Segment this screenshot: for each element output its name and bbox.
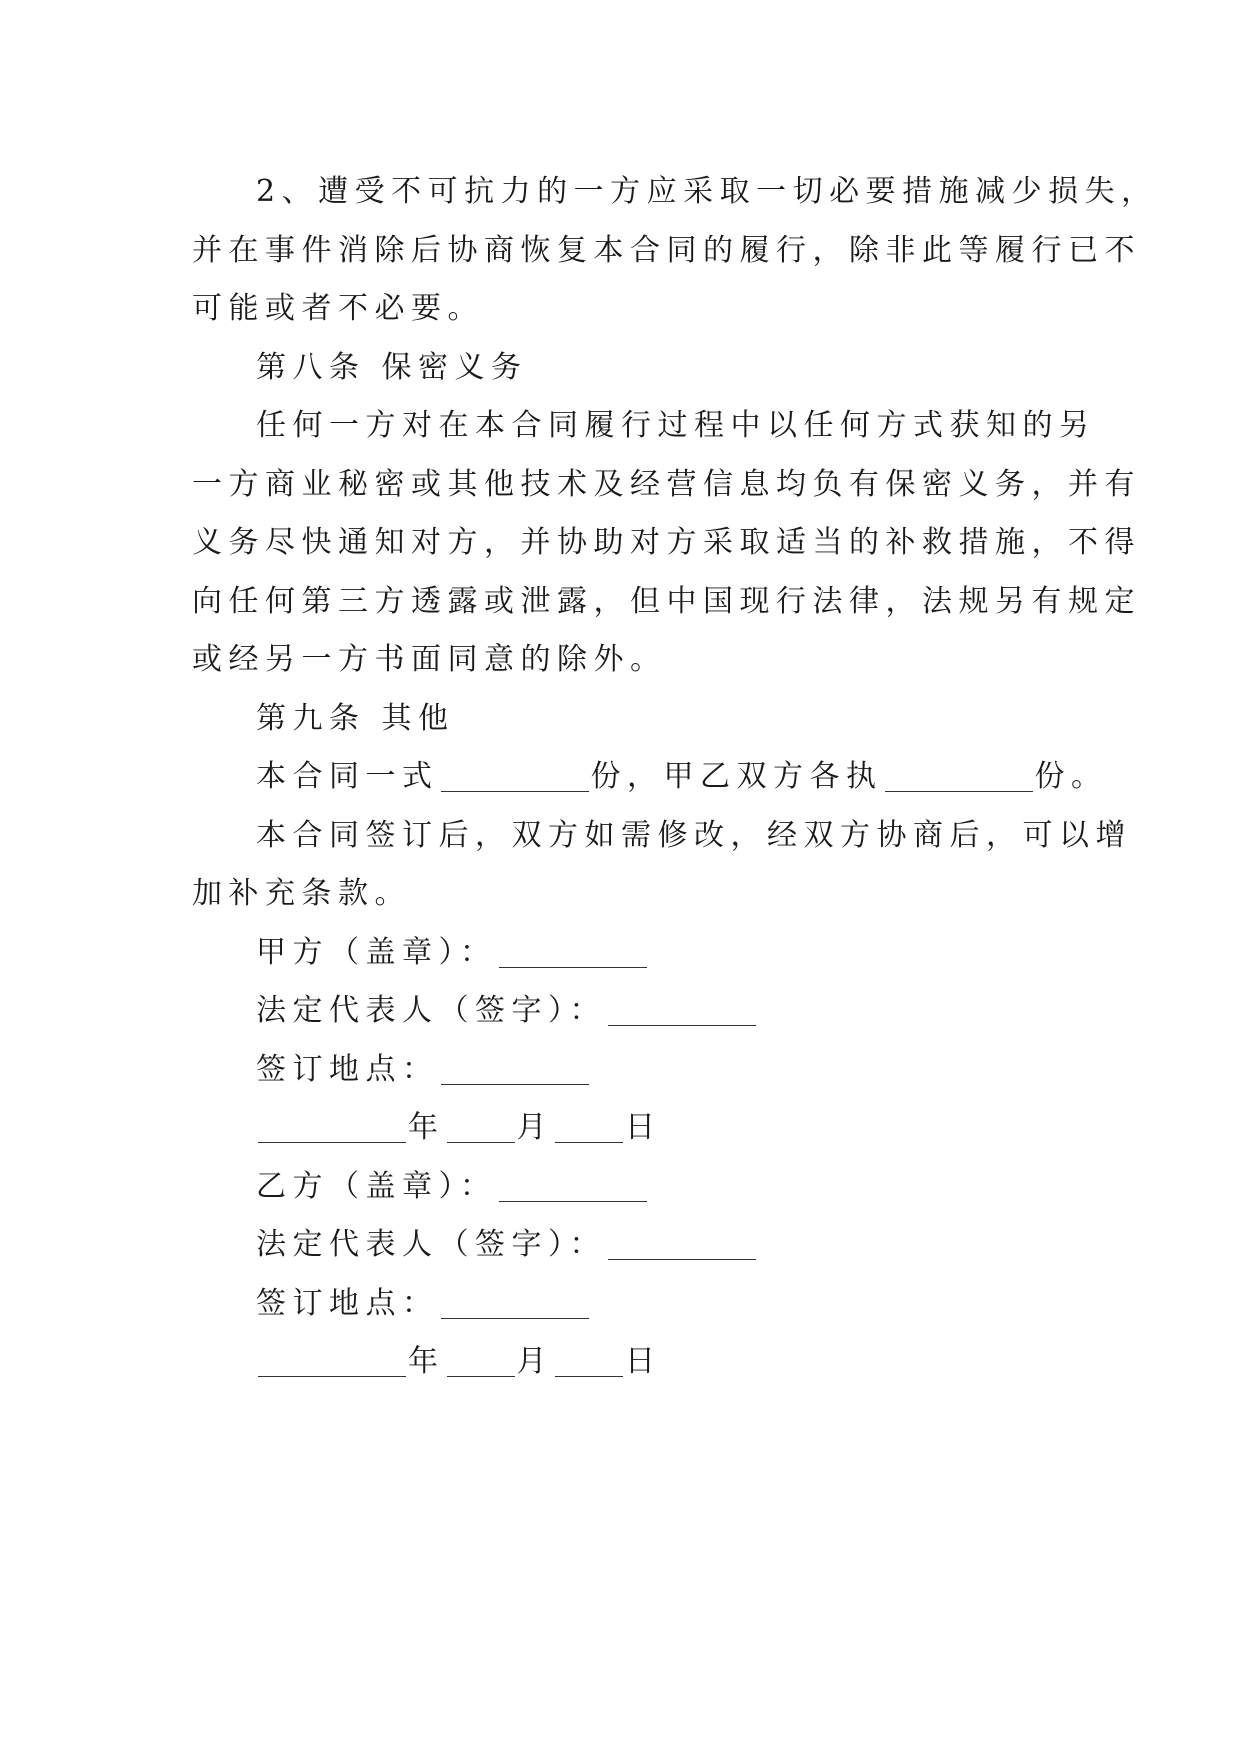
party-a-rep-row [192, 982, 1072, 1041]
party-a-place-row [192, 1041, 1072, 1100]
paragraph-line: 或经另一方书面同意的除外。 [192, 642, 667, 677]
party-a-place-blank[interactable] [441, 1054, 589, 1085]
party-b-seal-blank[interactable] [499, 1171, 647, 1202]
paragraph-line: 可能或者不必要。 [192, 291, 484, 326]
party-b-month-blank[interactable] [447, 1346, 515, 1377]
party-b-place-blank[interactable] [441, 1288, 589, 1319]
party-a-date-row [192, 1099, 1072, 1158]
paragraph-line: 向任何第三方透露或泄露，但中国现行法律，法规另有规定 [192, 583, 1141, 619]
party-a-month-blank[interactable] [447, 1112, 515, 1143]
copies-text-2: 份，甲乙双方各执 [590, 759, 883, 794]
party-a-rep-blank[interactable] [608, 995, 756, 1026]
party-b-rep-blank[interactable] [608, 1229, 756, 1260]
paragraph-line: 并在事件消除后协商恢复本合同的履行，除非此等履行已不 [192, 232, 1141, 268]
day-label: 日 [625, 1110, 662, 1145]
paragraph-line: 任何一方对在本合同履行过程中以任何方式获知的另 [256, 408, 1096, 443]
party-a-place-label: 签订地点： [256, 1051, 439, 1087]
month-label: 月 [516, 1344, 553, 1379]
copies-text-1: 本合同一式 [256, 759, 439, 794]
paragraph-line: 2、遭受不可抗力的一方应采取一切必要措施减少损失， [256, 174, 1158, 209]
copies-text-3: 份。 [1034, 759, 1108, 794]
paragraph-line: 本合同签订后，双方如需修改，经双方协商后，可以增 [256, 817, 1132, 853]
day-label: 日 [625, 1344, 662, 1379]
party-b-place-row [192, 1275, 1072, 1334]
section-heading-other: 第九条 其他 [256, 700, 455, 736]
party-a-seal-row [192, 924, 1072, 983]
year-label: 年 [408, 1344, 445, 1379]
paragraph-line: 一方商业秘密或其他技术及经营信息均负有保密义务，并有 [192, 466, 1141, 502]
party-b-seal-row [192, 1158, 1072, 1217]
paragraph-line: 义务尽快通知对方，并协助对方采取适当的补救措施，不得 [192, 525, 1141, 560]
copies-total-blank[interactable] [441, 761, 589, 792]
copies-clause [192, 748, 1108, 807]
party-a-year-blank[interactable] [258, 1112, 406, 1143]
party-b-date-row [192, 1333, 1072, 1392]
party-a-seal-blank[interactable] [499, 937, 647, 968]
document-body [192, 163, 1158, 1392]
copies-each-blank[interactable] [885, 761, 1033, 792]
party-b-place-label: 签订地点： [256, 1285, 439, 1321]
paragraph-line: 加补充条款。 [192, 876, 411, 911]
party-b-rep-row [192, 1216, 1072, 1275]
month-label: 月 [516, 1110, 553, 1145]
section-heading-confidentiality: 第八条 保密义务 [256, 349, 528, 385]
party-a-day-blank[interactable] [555, 1112, 623, 1143]
year-label: 年 [408, 1110, 445, 1145]
party-b-day-blank[interactable] [555, 1346, 623, 1377]
party-b-seal-label: 乙方（盖章）： [256, 1168, 497, 1204]
party-b-year-blank[interactable] [258, 1346, 406, 1377]
party-a-rep-label: 法定代表人（签字）： [256, 993, 606, 1028]
party-b-rep-label: 法定代表人（签字）： [256, 1227, 606, 1262]
party-a-seal-label: 甲方（盖章）： [256, 934, 497, 970]
